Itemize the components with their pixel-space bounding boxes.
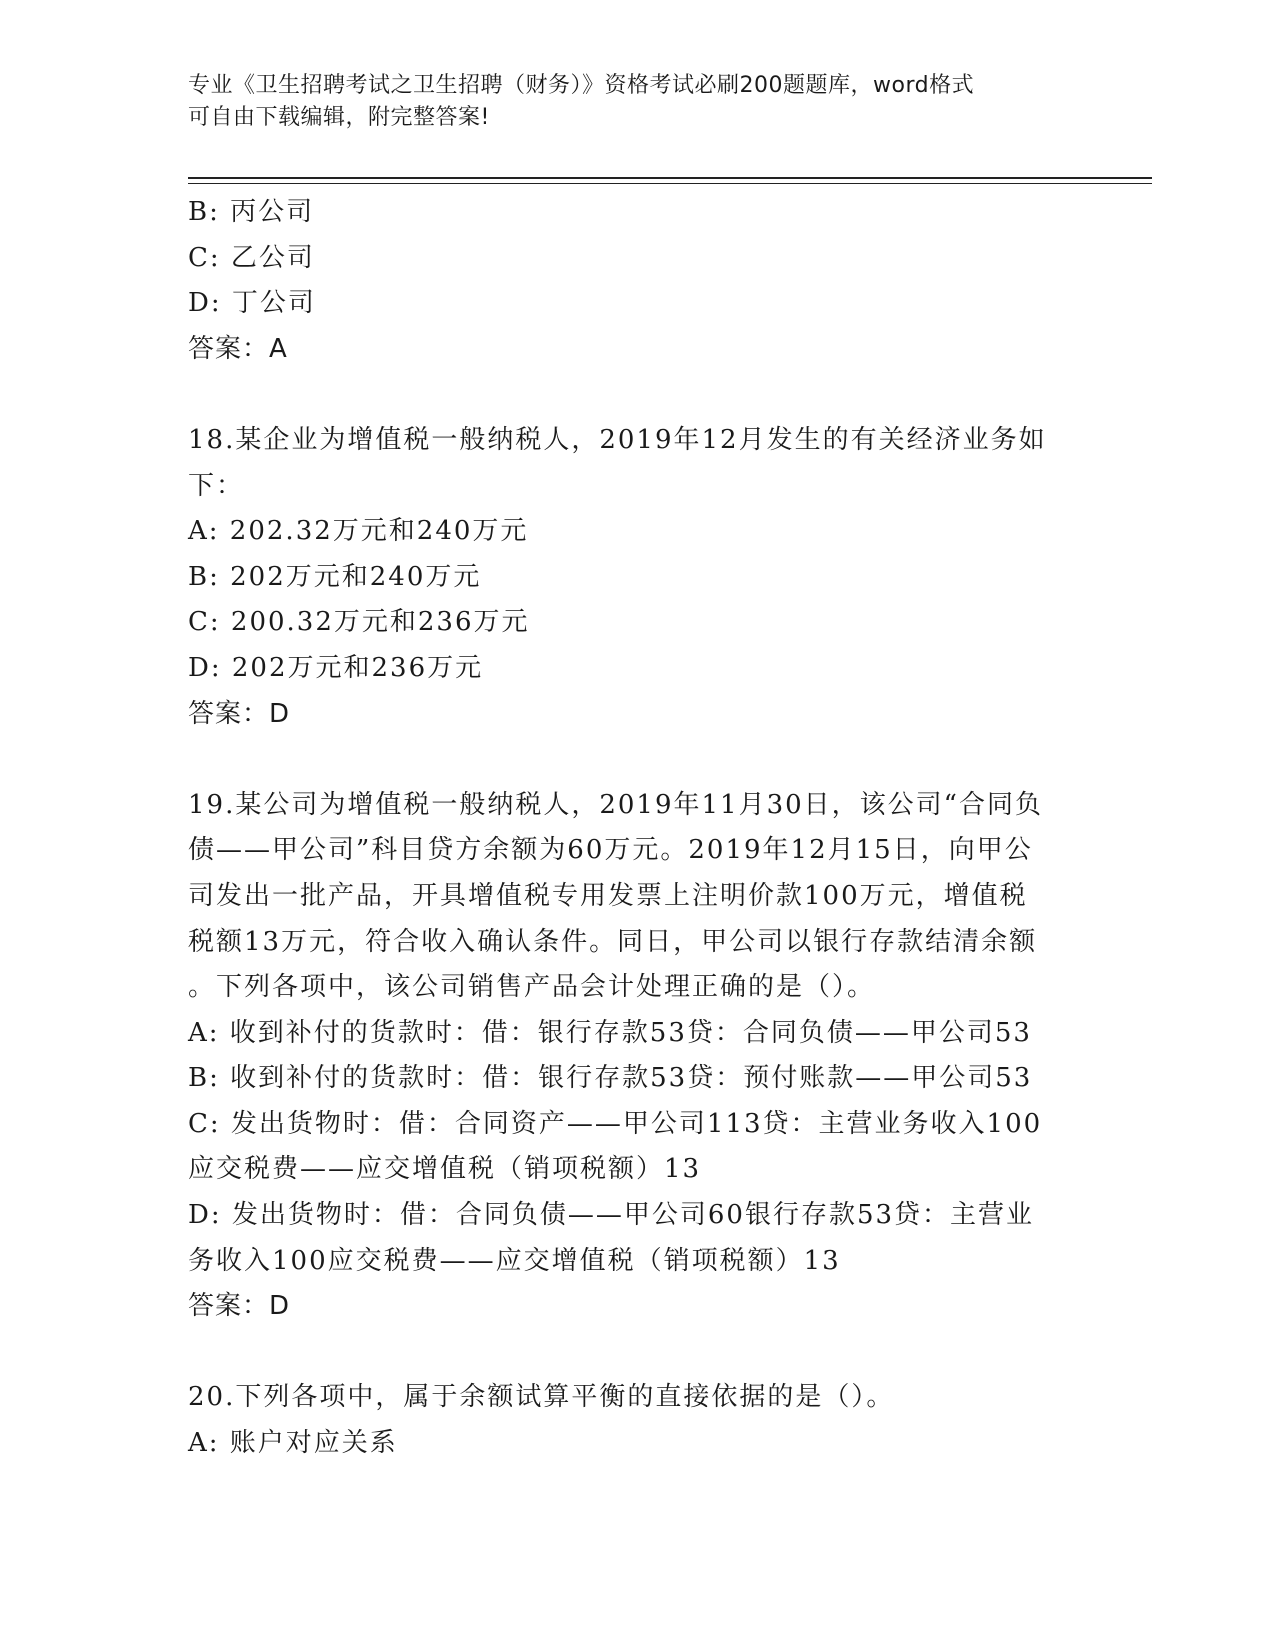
question-spacer xyxy=(188,1330,1088,1376)
question-18-option-c: C: 200.32万元和236万元 xyxy=(188,607,530,638)
header-divider-thin xyxy=(188,183,1152,184)
question-20-stem-line-1: 20.下列各项中，属于余额试算平衡的直接依据的是（）。 xyxy=(188,1382,895,1413)
question-19 xyxy=(188,783,1088,1330)
question-17 xyxy=(188,190,1088,372)
question-20 xyxy=(188,1375,1088,1466)
question-19-stem-line-3: 司发出一批产品，开具增值税专用发票上注明价款100万元，增值税 xyxy=(188,880,1028,911)
question-18-stem-line-1: 18.某企业为增值税一般纳税人，2019年12月发生的有关经济业务如 xyxy=(188,424,1047,455)
question-18-stem-line-2: 下： xyxy=(188,470,245,501)
question-19-option-b: B: 收到补付的货款时：借：银行存款53贷：预付账款——甲公司53 xyxy=(188,1063,1033,1094)
question-19-stem-line-4: 税额13万元，符合收入确认条件。同日，甲公司以银行存款结清余额 xyxy=(188,926,1038,957)
question-19-stem-line-2: 债——甲公司”科目贷方余额为60万元。2019年12月15日，向甲公 xyxy=(188,835,1033,866)
question-19-option-d-line-2: 务收入100应交税费——应交增值税（销项税额）13 xyxy=(188,1245,841,1276)
question-19-option-c-line-1: C: 发出货物时：借：合同资产——甲公司113贷：主营业务收入100 xyxy=(188,1108,1043,1139)
question-17-option-b: B: 丙公司 xyxy=(188,197,315,227)
header-title-line-1: 专业《卫生招聘考试之卫生招聘（财务）》资格考试必刷200题题库，word格式 xyxy=(188,73,975,98)
question-18 xyxy=(188,418,1088,737)
question-19-answer: 答案：D xyxy=(188,1291,291,1322)
question-19-option-a: A: 收到补付的货款时：借：银行存款53贷：合同负债——甲公司53 xyxy=(188,1017,1032,1048)
question-17-option-d: D: 丁公司 xyxy=(188,288,316,319)
question-18-option-b: B: 202万元和240万元 xyxy=(188,561,482,592)
header-title-line-2: 可自由下载编辑，附完整答案! xyxy=(188,105,490,130)
question-spacer xyxy=(188,737,1088,783)
question-spacer xyxy=(188,372,1088,418)
question-19-option-c-line-2: 应交税费——应交增值税（销项税额）13 xyxy=(188,1154,702,1185)
question-18-option-d: D: 202万元和236万元 xyxy=(188,652,484,683)
question-list xyxy=(188,190,1088,1467)
question-18-option-a: A: 202.32万元和240万元 xyxy=(188,516,529,547)
question-19-stem-line-1: 19.某公司为增值税一般纳税人，2019年11月30日，该公司“合同负 xyxy=(188,789,1043,820)
document-header xyxy=(188,70,1068,134)
question-18-answer: 答案：D xyxy=(188,698,291,729)
question-17-answer: 答案：A xyxy=(188,333,288,364)
question-17-option-c: C: 乙公司 xyxy=(188,242,315,273)
question-19-option-d-line-1: D: 发出货物时：借：合同负债——甲公司60银行存款53贷：主营业 xyxy=(188,1200,1035,1231)
question-20-option-a: A: 账户对应关系 xyxy=(188,1428,398,1459)
question-19-stem-line-5: 。下列各项中，该公司销售产品会计处理正确的是（）。 xyxy=(188,972,876,1003)
header-divider-thick xyxy=(188,177,1152,179)
